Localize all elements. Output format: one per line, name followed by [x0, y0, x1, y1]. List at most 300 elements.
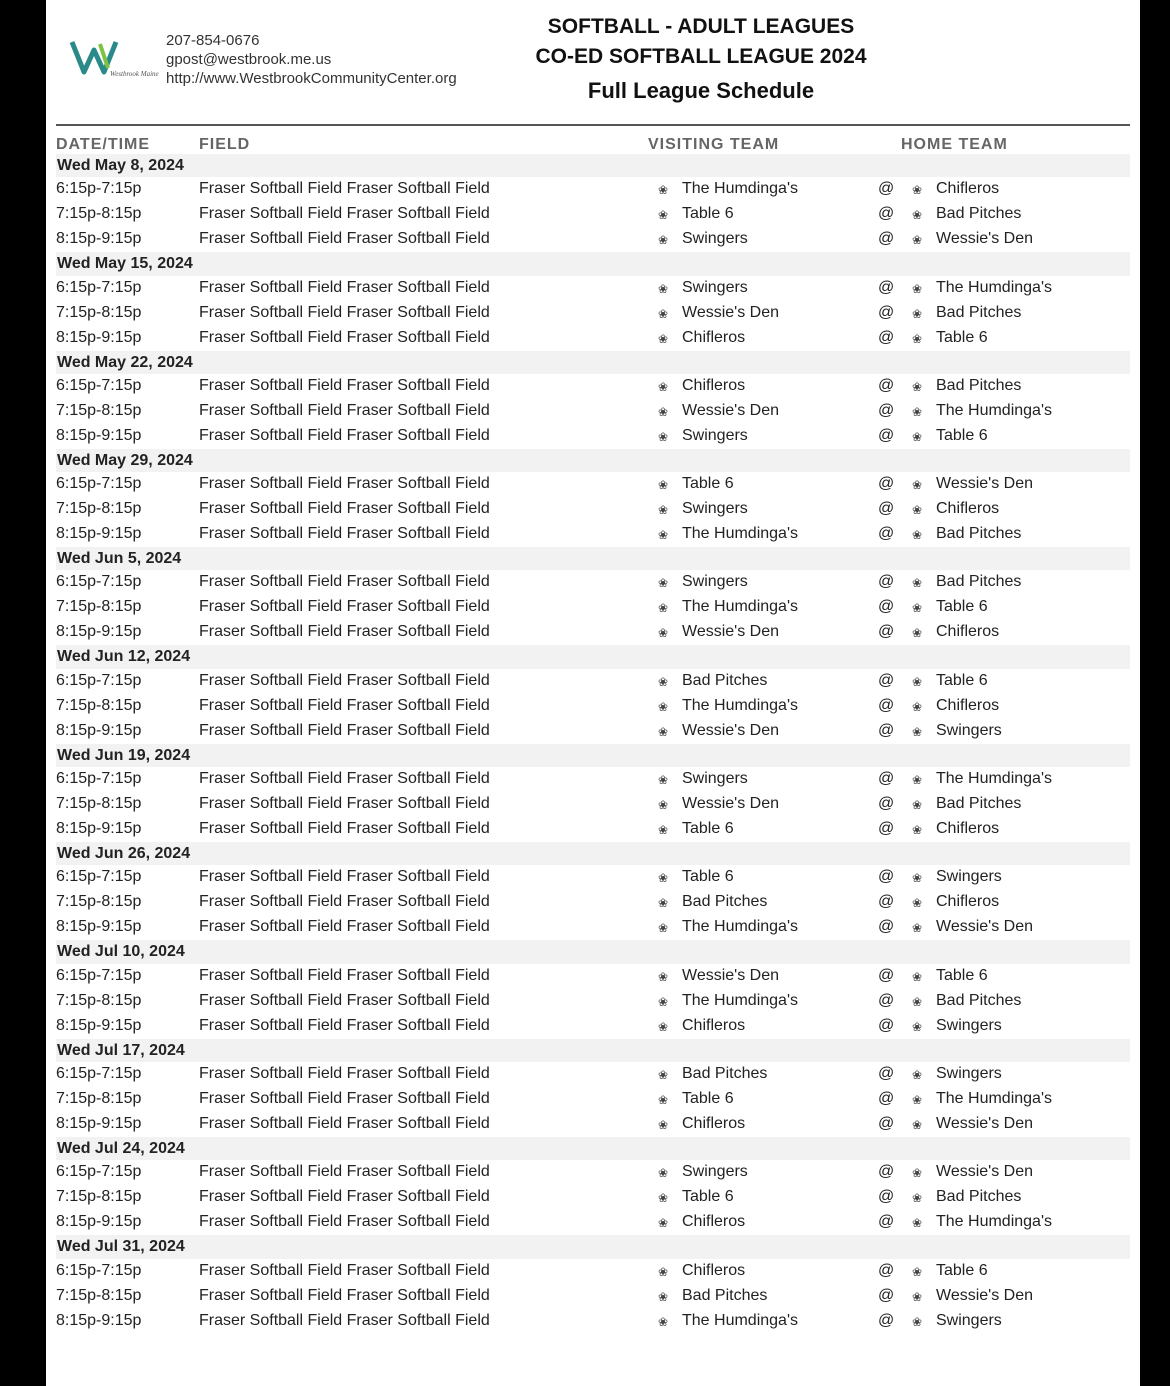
home-team: Swingers [936, 1064, 1002, 1082]
team-icon: ❀ [912, 896, 923, 911]
game-time: 6:15p-7:15p [56, 278, 142, 296]
game-field: Fraser Softball Field Fraser Softball Field [199, 623, 490, 641]
visiting-team: Table 6 [682, 868, 734, 886]
at-symbol: @ [878, 696, 895, 714]
email-address: gpost@westbrook.me.us [166, 51, 332, 68]
team-icon: ❀ [912, 601, 923, 616]
game-row [56, 276, 1130, 301]
game-time: 8:15p-9:15p [56, 1016, 142, 1034]
home-team: The Humdinga's [936, 1213, 1052, 1231]
game-time: 8:15p-9:15p [56, 1213, 142, 1231]
home-team: Swingers [936, 868, 1002, 886]
team-icon: ❀ [658, 503, 669, 518]
home-team: Chifleros [936, 180, 1000, 198]
game-row [56, 570, 1130, 595]
team-icon: ❀ [912, 674, 923, 689]
at-symbol: @ [878, 230, 895, 248]
game-row [56, 1309, 1130, 1334]
visiting-team: Wessie's Den [682, 303, 780, 321]
game-field: Fraser Softball Field Fraser Softball Field [199, 1016, 490, 1034]
team-icon: ❀ [658, 896, 669, 911]
game-time: 6:15p-7:15p [56, 868, 142, 886]
team-icon: ❀ [658, 1067, 669, 1082]
game-field: Fraser Softball Field Fraser Softball Field [199, 525, 490, 543]
team-icon: ❀ [912, 969, 923, 984]
home-team: The Humdinga's [936, 1089, 1052, 1107]
home-team: Wessie's Den [936, 475, 1034, 493]
game-field: Fraser Softball Field Fraser Softball Field [199, 893, 490, 911]
at-symbol: @ [878, 991, 895, 1009]
game-field: Fraser Softball Field Fraser Softball Field [199, 303, 490, 321]
game-field: Fraser Softball Field Fraser Softball Field [199, 1311, 490, 1329]
visiting-team: Wessie's Den [682, 795, 780, 813]
game-time: 8:15p-9:15p [56, 328, 142, 346]
title-line-1: SOFTBALL - ADULT LEAGUES [547, 15, 855, 38]
team-icon: ❀ [658, 1092, 669, 1107]
home-team: Table 6 [936, 966, 988, 984]
team-icon: ❀ [658, 576, 669, 591]
home-team: Bad Pitches [936, 573, 1022, 591]
date-header-row: Wed Jul 24, 2024 [56, 1137, 1130, 1160]
header-divider [56, 124, 1130, 126]
game-field: Fraser Softball Field Fraser Softball Field [199, 328, 490, 346]
game-field: Fraser Softball Field Fraser Softball Field [199, 1163, 490, 1181]
game-row [56, 1259, 1130, 1284]
game-field: Fraser Softball Field Fraser Softball Field [199, 1089, 490, 1107]
team-icon: ❀ [658, 528, 669, 543]
game-row [56, 694, 1130, 719]
at-symbol: @ [878, 1064, 895, 1082]
team-icon: ❀ [912, 773, 923, 788]
team-icon: ❀ [912, 994, 923, 1009]
team-icon: ❀ [658, 331, 669, 346]
team-icon: ❀ [658, 306, 669, 321]
date-header-row: Wed Jun 19, 2024 [56, 744, 1130, 767]
team-icon: ❀ [912, 1264, 923, 1279]
team-icon: ❀ [912, 379, 923, 394]
team-icon: ❀ [658, 724, 669, 739]
team-icon: ❀ [658, 674, 669, 689]
visiting-team: The Humdinga's [682, 991, 798, 1009]
game-row [56, 767, 1130, 792]
home-team: The Humdinga's [936, 770, 1052, 788]
game-time: 7:15p-8:15p [56, 991, 142, 1009]
game-time: 7:15p-8:15p [56, 696, 142, 714]
game-row [56, 1185, 1130, 1210]
at-symbol: @ [878, 1089, 895, 1107]
visiting-team: Table 6 [682, 1089, 734, 1107]
team-icon: ❀ [912, 233, 923, 248]
home-team: Wessie's Den [936, 230, 1034, 248]
schedule-page [46, 0, 1140, 1386]
game-field: Fraser Softball Field Fraser Softball Field [199, 278, 490, 296]
visiting-team: Swingers [682, 500, 748, 518]
visiting-team: The Humdinga's [682, 525, 798, 543]
schedule-table [56, 154, 1130, 1334]
contact-info [166, 31, 457, 88]
game-row [56, 719, 1130, 744]
team-icon: ❀ [912, 429, 923, 444]
game-time: 7:15p-8:15p [56, 598, 142, 616]
game-field: Fraser Softball Field Fraser Softball Field [199, 573, 490, 591]
home-team: Swingers [936, 1016, 1002, 1034]
game-time: 6:15p-7:15p [56, 475, 142, 493]
team-icon: ❀ [912, 1289, 923, 1304]
at-symbol: @ [878, 401, 895, 419]
game-row [56, 595, 1130, 620]
date-header-row: Wed Jun 5, 2024 [56, 547, 1130, 570]
column-header-datetime: DATE/TIME [56, 136, 151, 153]
visiting-team: Bad Pitches [682, 1064, 768, 1082]
game-field: Fraser Softball Field Fraser Softball Field [199, 696, 490, 714]
team-icon: ❀ [658, 1216, 669, 1231]
game-time: 8:15p-9:15p [56, 1311, 142, 1329]
visiting-team: Swingers [682, 278, 748, 296]
visiting-team: Chifleros [682, 1261, 746, 1279]
game-row [56, 177, 1130, 202]
team-icon: ❀ [658, 1166, 669, 1181]
home-team: Chifleros [936, 500, 1000, 518]
date-header-row: Wed May 8, 2024 [56, 154, 1130, 177]
team-icon: ❀ [912, 281, 923, 296]
team-icon: ❀ [658, 379, 669, 394]
team-icon: ❀ [912, 1019, 923, 1034]
visiting-team: Swingers [682, 426, 748, 444]
game-time: 6:15p-7:15p [56, 671, 142, 689]
team-icon: ❀ [912, 921, 923, 936]
home-team: Chifleros [936, 820, 1000, 838]
team-icon: ❀ [658, 1314, 669, 1329]
svg-text:Westbrook Maine: Westbrook Maine [110, 70, 159, 78]
team-icon: ❀ [912, 503, 923, 518]
home-team: Table 6 [936, 671, 988, 689]
game-time: 7:15p-8:15p [56, 893, 142, 911]
visiting-team: The Humdinga's [682, 918, 798, 936]
team-icon: ❀ [912, 478, 923, 493]
team-icon: ❀ [658, 1264, 669, 1279]
schedule-titles [516, 12, 886, 108]
team-icon: ❀ [912, 306, 923, 321]
westbrook-logo [70, 38, 159, 80]
game-field: Fraser Softball Field Fraser Softball Field [199, 180, 490, 198]
game-row [56, 227, 1130, 252]
team-icon: ❀ [658, 1117, 669, 1132]
team-icon: ❀ [912, 1314, 923, 1329]
game-time: 8:15p-9:15p [56, 918, 142, 936]
game-time: 6:15p-7:15p [56, 573, 142, 591]
visiting-team: Swingers [682, 230, 748, 248]
home-team: Chifleros [936, 696, 1000, 714]
at-symbol: @ [878, 820, 895, 838]
visiting-team: Chifleros [682, 1114, 746, 1132]
phone-number: 207-854-0676 [166, 32, 260, 49]
team-icon: ❀ [658, 823, 669, 838]
team-icon: ❀ [912, 1092, 923, 1107]
team-icon: ❀ [912, 871, 923, 886]
at-symbol: @ [878, 721, 895, 739]
game-time: 8:15p-9:15p [56, 230, 142, 248]
game-row [56, 301, 1130, 326]
team-icon: ❀ [912, 823, 923, 838]
team-icon: ❀ [658, 1289, 669, 1304]
team-icon: ❀ [658, 699, 669, 714]
game-row [56, 202, 1130, 227]
at-symbol: @ [878, 205, 895, 223]
game-row [56, 620, 1130, 645]
home-team: Bad Pitches [936, 1188, 1022, 1206]
team-icon: ❀ [912, 626, 923, 641]
team-icon: ❀ [658, 404, 669, 419]
team-icon: ❀ [658, 773, 669, 788]
game-time: 8:15p-9:15p [56, 426, 142, 444]
home-team: The Humdinga's [936, 401, 1052, 419]
home-team: Table 6 [936, 426, 988, 444]
at-symbol: @ [878, 1163, 895, 1181]
team-icon: ❀ [658, 969, 669, 984]
game-field: Fraser Softball Field Fraser Softball Field [199, 205, 490, 223]
game-field: Fraser Softball Field Fraser Softball Field [199, 1188, 490, 1206]
column-header-home: HOME TEAM [901, 136, 1008, 153]
team-icon: ❀ [912, 183, 923, 198]
game-time: 6:15p-7:15p [56, 770, 142, 788]
team-icon: ❀ [658, 798, 669, 813]
title-line-2: CO-ED SOFTBALL LEAGUE 2024 [535, 45, 867, 68]
home-team: Bad Pitches [936, 205, 1022, 223]
team-icon: ❀ [658, 478, 669, 493]
home-team: Chifleros [936, 893, 1000, 911]
website-link[interactable]: http://www.WestbrookCommunityCenter.org [166, 70, 457, 87]
visiting-team: The Humdinga's [682, 598, 798, 616]
game-field: Fraser Softball Field Fraser Softball Field [199, 1114, 490, 1132]
game-field: Fraser Softball Field Fraser Softball Field [199, 795, 490, 813]
game-time: 7:15p-8:15p [56, 401, 142, 419]
team-icon: ❀ [912, 208, 923, 223]
game-row [56, 989, 1130, 1014]
at-symbol: @ [878, 1311, 895, 1329]
home-team: Wessie's Den [936, 918, 1034, 936]
game-row [56, 424, 1130, 449]
game-field: Fraser Softball Field Fraser Softball Field [199, 991, 490, 1009]
visiting-team: Wessie's Den [682, 401, 780, 419]
game-row [56, 1112, 1130, 1137]
visiting-team: Table 6 [682, 475, 734, 493]
game-row [56, 497, 1130, 522]
game-row [56, 374, 1130, 399]
visiting-team: Table 6 [682, 1188, 734, 1206]
visiting-team: The Humdinga's [682, 696, 798, 714]
home-team: Bad Pitches [936, 376, 1022, 394]
team-icon: ❀ [912, 331, 923, 346]
team-icon: ❀ [912, 404, 923, 419]
team-icon: ❀ [658, 871, 669, 886]
home-team: Bad Pitches [936, 991, 1022, 1009]
date-header-row: Wed May 15, 2024 [56, 252, 1130, 275]
page-title: Full League Schedule [587, 78, 815, 103]
game-field: Fraser Softball Field Fraser Softball Field [199, 376, 490, 394]
visiting-team: Chifleros [682, 1016, 746, 1034]
game-time: 6:15p-7:15p [56, 966, 142, 984]
at-symbol: @ [878, 376, 895, 394]
visiting-team: Table 6 [682, 820, 734, 838]
game-time: 6:15p-7:15p [56, 1163, 142, 1181]
team-icon: ❀ [912, 724, 923, 739]
team-icon: ❀ [658, 233, 669, 248]
game-row [56, 1062, 1130, 1087]
visiting-team: The Humdinga's [682, 1311, 798, 1329]
game-time: 6:15p-7:15p [56, 1261, 142, 1279]
home-team: Chifleros [936, 623, 1000, 641]
team-icon: ❀ [658, 601, 669, 616]
team-icon: ❀ [658, 429, 669, 444]
game-time: 7:15p-8:15p [56, 1286, 142, 1304]
date-header-row: Wed Jun 26, 2024 [56, 842, 1130, 865]
game-time: 7:15p-8:15p [56, 1089, 142, 1107]
game-time: 7:15p-8:15p [56, 205, 142, 223]
game-field: Fraser Softball Field Fraser Softball Field [199, 401, 490, 419]
at-symbol: @ [878, 1213, 895, 1231]
game-field: Fraser Softball Field Fraser Softball Field [199, 230, 490, 248]
game-field: Fraser Softball Field Fraser Softball Field [199, 868, 490, 886]
game-row [56, 399, 1130, 424]
team-icon: ❀ [658, 1019, 669, 1034]
home-team: Wessie's Den [936, 1286, 1034, 1304]
visiting-team: Wessie's Den [682, 623, 780, 641]
game-row [56, 915, 1130, 940]
at-symbol: @ [878, 868, 895, 886]
team-icon: ❀ [658, 281, 669, 296]
at-symbol: @ [878, 303, 895, 321]
game-time: 8:15p-9:15p [56, 623, 142, 641]
game-row [56, 522, 1130, 547]
game-time: 8:15p-9:15p [56, 820, 142, 838]
at-symbol: @ [878, 1286, 895, 1304]
team-icon: ❀ [912, 1191, 923, 1206]
game-field: Fraser Softball Field Fraser Softball Field [199, 671, 490, 689]
visiting-team: Bad Pitches [682, 1286, 768, 1304]
game-field: Fraser Softball Field Fraser Softball Field [199, 598, 490, 616]
visiting-team: Swingers [682, 1163, 748, 1181]
home-team: Table 6 [936, 328, 988, 346]
team-icon: ❀ [658, 626, 669, 641]
team-icon: ❀ [912, 1117, 923, 1132]
date-header-row: Wed May 29, 2024 [56, 449, 1130, 472]
game-row [56, 1210, 1130, 1235]
visiting-team: The Humdinga's [682, 180, 798, 198]
visiting-team: Swingers [682, 573, 748, 591]
home-team: Bad Pitches [936, 525, 1022, 543]
date-header-row: Wed Jul 31, 2024 [56, 1235, 1130, 1258]
at-symbol: @ [878, 966, 895, 984]
game-time: 8:15p-9:15p [56, 721, 142, 739]
game-row [56, 326, 1130, 351]
game-field: Fraser Softball Field Fraser Softball Field [199, 918, 490, 936]
visiting-team: Bad Pitches [682, 671, 768, 689]
home-team: Swingers [936, 1311, 1002, 1329]
visiting-team: Chifleros [682, 376, 746, 394]
team-icon: ❀ [912, 528, 923, 543]
at-symbol: @ [878, 525, 895, 543]
at-symbol: @ [878, 475, 895, 493]
visiting-team: Table 6 [682, 205, 734, 223]
game-row [56, 890, 1130, 915]
game-time: 7:15p-8:15p [56, 500, 142, 518]
game-field: Fraser Softball Field Fraser Softball Field [199, 1286, 490, 1304]
game-row [56, 1284, 1130, 1309]
game-row [56, 964, 1130, 989]
at-symbol: @ [878, 671, 895, 689]
at-symbol: @ [878, 426, 895, 444]
team-icon: ❀ [912, 798, 923, 813]
game-row [56, 865, 1130, 890]
home-team: Table 6 [936, 598, 988, 616]
at-symbol: @ [878, 1188, 895, 1206]
at-symbol: @ [878, 623, 895, 641]
game-time: 6:15p-7:15p [56, 1064, 142, 1082]
home-team: Bad Pitches [936, 795, 1022, 813]
team-icon: ❀ [658, 183, 669, 198]
team-icon: ❀ [658, 921, 669, 936]
date-header-row: Wed Jun 12, 2024 [56, 645, 1130, 668]
team-icon: ❀ [658, 1191, 669, 1206]
visiting-team: Bad Pitches [682, 893, 768, 911]
home-team: Wessie's Den [936, 1114, 1034, 1132]
at-symbol: @ [878, 770, 895, 788]
home-team: Bad Pitches [936, 303, 1022, 321]
game-field: Fraser Softball Field Fraser Softball Field [199, 475, 490, 493]
game-row [56, 472, 1130, 497]
at-symbol: @ [878, 573, 895, 591]
at-symbol: @ [878, 180, 895, 198]
game-time: 6:15p-7:15p [56, 180, 142, 198]
at-symbol: @ [878, 278, 895, 296]
home-team: Table 6 [936, 1261, 988, 1279]
game-row [56, 1014, 1130, 1039]
column-header-field: FIELD [199, 136, 251, 153]
game-field: Fraser Softball Field Fraser Softball Field [199, 500, 490, 518]
at-symbol: @ [878, 500, 895, 518]
at-symbol: @ [878, 795, 895, 813]
visiting-team: Wessie's Den [682, 721, 780, 739]
game-time: 7:15p-8:15p [56, 1188, 142, 1206]
game-field: Fraser Softball Field Fraser Softball Field [199, 1213, 490, 1231]
game-field: Fraser Softball Field Fraser Softball Field [199, 721, 490, 739]
date-header-row: Wed Jul 17, 2024 [56, 1039, 1130, 1062]
game-field: Fraser Softball Field Fraser Softball Field [199, 1064, 490, 1082]
game-row [56, 817, 1130, 842]
at-symbol: @ [878, 328, 895, 346]
team-icon: ❀ [658, 994, 669, 1009]
date-header-row: Wed Jul 10, 2024 [56, 940, 1130, 963]
at-symbol: @ [878, 918, 895, 936]
team-icon: ❀ [912, 699, 923, 714]
home-team: Wessie's Den [936, 1163, 1034, 1181]
game-time: 8:15p-9:15p [56, 525, 142, 543]
game-field: Fraser Softball Field Fraser Softball Field [199, 770, 490, 788]
game-field: Fraser Softball Field Fraser Softball Field [199, 1261, 490, 1279]
visiting-team: Chifleros [682, 1213, 746, 1231]
team-icon: ❀ [912, 1166, 923, 1181]
game-row [56, 1087, 1130, 1112]
team-icon: ❀ [658, 208, 669, 223]
game-row [56, 792, 1130, 817]
at-symbol: @ [878, 1261, 895, 1279]
at-symbol: @ [878, 1114, 895, 1132]
column-header-visiting: VISITING TEAM [648, 136, 780, 153]
team-icon: ❀ [912, 1067, 923, 1082]
game-time: 7:15p-8:15p [56, 303, 142, 321]
game-field: Fraser Softball Field Fraser Softball Field [199, 966, 490, 984]
at-symbol: @ [878, 598, 895, 616]
